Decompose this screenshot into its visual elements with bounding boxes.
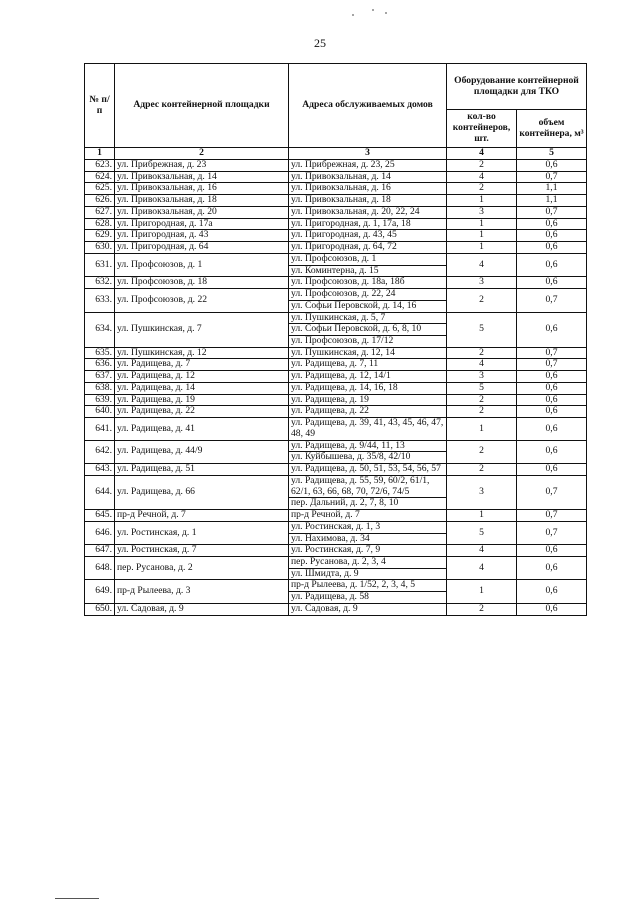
table-row (85, 359, 587, 371)
served-house-address: ул. Шмидта, д. 9 (289, 568, 447, 580)
table-row (85, 475, 587, 497)
container-volume: 0,6 (517, 580, 587, 603)
row-number: 643. (85, 464, 115, 476)
served-house-address: пр-д Рылеева, д. 1/52, 2, 3, 4, 5 (289, 580, 447, 592)
table-body (85, 148, 587, 616)
header-container-volume: объем контейнера, м³ (517, 110, 587, 148)
row-number: 634. (85, 312, 115, 347)
container-volume: 0,6 (517, 253, 587, 276)
container-volume: 0,6 (517, 371, 587, 383)
row-number: 625. (85, 183, 115, 195)
column-index: 1 (85, 148, 115, 160)
container-volume: 1,1 (517, 183, 587, 195)
served-house-address: пр-д Речной, д. 7 (289, 510, 447, 522)
container-count: 3 (447, 277, 517, 289)
table-row (85, 394, 587, 406)
table-row (85, 510, 587, 522)
container-count: 4 (447, 556, 517, 579)
table-row (85, 545, 587, 557)
container-volume: 0,6 (517, 545, 587, 557)
container-count: 1 (447, 230, 517, 242)
site-address: ул. Ростинская, д. 7 (115, 545, 289, 557)
site-address: ул. Радищева, д. 14 (115, 382, 289, 394)
site-address: ул. Пушкинская, д. 12 (115, 347, 289, 359)
served-house-address: ул. Привокзальная, д. 14 (289, 171, 447, 183)
row-number: 639. (85, 394, 115, 406)
row-number: 650. (85, 603, 115, 615)
container-volume: 0,7 (517, 289, 587, 312)
header-site-address: Адрес контейнерной площадки (115, 64, 289, 148)
site-address: ул. Радищева, д. 51 (115, 464, 289, 476)
container-count: 4 (447, 545, 517, 557)
container-volume: 0,7 (517, 521, 587, 544)
container-volume: 1,1 (517, 195, 587, 207)
served-house-address: ул. Радищева, д. 12, 14/1 (289, 371, 447, 383)
scan-speck (385, 12, 387, 14)
row-number: 640. (85, 406, 115, 418)
container-count: 2 (447, 347, 517, 359)
container-volume: 0,6 (517, 556, 587, 579)
container-count: 4 (447, 253, 517, 276)
row-number: 641. (85, 418, 115, 440)
row-number: 635. (85, 347, 115, 359)
row-number: 631. (85, 253, 115, 276)
served-house-address: ул. Радищева, д. 50, 51, 53, 54, 56, 57 (289, 464, 447, 476)
table-row (85, 603, 587, 615)
container-volume: 0,6 (517, 603, 587, 615)
site-address: ул. Ростинская, д. 1 (115, 521, 289, 544)
container-volume: 0,6 (517, 382, 587, 394)
container-count: 1 (447, 195, 517, 207)
container-count: 2 (447, 394, 517, 406)
container-count: 1 (447, 218, 517, 230)
served-house-address: ул. Коминтерна, д. 15 (289, 265, 447, 277)
container-count: 3 (447, 475, 517, 509)
container-sites-table (84, 63, 587, 616)
row-number: 646. (85, 521, 115, 544)
container-volume: 0,6 (517, 230, 587, 242)
table-row (85, 521, 587, 533)
row-number: 649. (85, 580, 115, 603)
table-row (85, 371, 587, 383)
served-house-address: ул. Привокзальная, д. 18 (289, 195, 447, 207)
container-count: 5 (447, 521, 517, 544)
column-index: 5 (517, 148, 587, 160)
site-address: ул. Прибрежная, д. 23 (115, 160, 289, 172)
container-volume: 0,6 (517, 418, 587, 440)
table-row (85, 195, 587, 207)
row-number: 647. (85, 545, 115, 557)
site-address: пер. Русанова, д. 2 (115, 556, 289, 579)
served-house-address: ул. Пригородная, д. 43, 45 (289, 230, 447, 242)
row-number: 644. (85, 475, 115, 509)
container-volume: 0,7 (517, 347, 587, 359)
container-count: 1 (447, 418, 517, 440)
row-number: 627. (85, 206, 115, 218)
table-row (85, 289, 587, 301)
container-volume: 0,7 (517, 359, 587, 371)
header-equipment: Оборудование контейнерной площадки для ТКО (447, 64, 587, 110)
scan-speck (352, 14, 354, 16)
site-address: ул. Профсоюзов, д. 18 (115, 277, 289, 289)
served-house-address: ул. Куйбышева, д. 35/8, 42/10 (289, 452, 447, 464)
row-number: 637. (85, 371, 115, 383)
served-house-address: ул. Профсоюзов, д. 22, 24 (289, 289, 447, 301)
table-row (85, 277, 587, 289)
site-address: ул. Пригородная, д. 17а (115, 218, 289, 230)
container-volume: 0,6 (517, 312, 587, 347)
served-house-address: ул. Пушкинская, д. 5, 7 (289, 312, 447, 324)
served-house-address: ул. Пригородная, д. 1, 17а, 18 (289, 218, 447, 230)
served-house-address: ул. Радищева, д. 9/44, 11, 13 (289, 440, 447, 452)
container-volume: 0,6 (517, 394, 587, 406)
table-row (85, 580, 587, 592)
served-house-address: ул. Профсоюзов, д. 17/12 (289, 336, 447, 348)
table-row (85, 312, 587, 324)
container-count: 4 (447, 171, 517, 183)
row-number: 632. (85, 277, 115, 289)
table-row (85, 171, 587, 183)
site-address: пр-д Рылеева, д. 3 (115, 580, 289, 603)
table-row (85, 556, 587, 568)
container-volume: 0,6 (517, 277, 587, 289)
row-number: 629. (85, 230, 115, 242)
served-house-address: ул. Ростинская, д. 7, 9 (289, 545, 447, 557)
served-house-address: ул. Нахимова, д. 34 (289, 533, 447, 545)
container-volume: 0,7 (517, 206, 587, 218)
table-row (85, 406, 587, 418)
served-house-address: ул. Пушкинская, д. 12, 14 (289, 347, 447, 359)
served-house-address: ул. Садовая, д. 9 (289, 603, 447, 615)
container-volume: 0,6 (517, 242, 587, 254)
row-number: 638. (85, 382, 115, 394)
header-number: № п/п (85, 64, 115, 148)
served-house-address: ул. Радищева, д. 7, 11 (289, 359, 447, 371)
served-house-address: ул. Радищева, д. 14, 16, 18 (289, 382, 447, 394)
served-house-address: ул. Профсоюзов, д. 1 (289, 253, 447, 265)
site-address: ул. Радищева, д. 19 (115, 394, 289, 406)
container-count: 2 (447, 289, 517, 312)
served-house-address: ул. Радищева, д. 19 (289, 394, 447, 406)
table-row (85, 347, 587, 359)
container-volume: 0,6 (517, 160, 587, 172)
container-count: 1 (447, 580, 517, 603)
container-volume: 0,7 (517, 171, 587, 183)
site-address: ул. Привокзальная, д. 20 (115, 206, 289, 218)
container-count: 2 (447, 406, 517, 418)
served-house-address: ул. Радищева, д. 58 (289, 592, 447, 604)
site-address: ул. Пригородная, д. 43 (115, 230, 289, 242)
table-row (85, 440, 587, 452)
container-count: 5 (447, 382, 517, 394)
table-row (85, 242, 587, 254)
container-count: 2 (447, 440, 517, 463)
container-count: 2 (447, 183, 517, 195)
served-house-address: ул. Радищева, д. 22 (289, 406, 447, 418)
container-volume: 0,6 (517, 406, 587, 418)
table-row (85, 183, 587, 195)
table-row (85, 206, 587, 218)
table-row (85, 418, 587, 440)
container-count: 1 (447, 510, 517, 522)
row-number: 633. (85, 289, 115, 312)
site-address: ул. Радищева, д. 44/9 (115, 440, 289, 463)
column-index-row (85, 148, 587, 160)
site-address: ул. Привокзальная, д. 18 (115, 195, 289, 207)
header-served-houses: Адреса обслуживаемых домов (289, 64, 447, 148)
site-address: ул. Привокзальная, д. 14 (115, 171, 289, 183)
row-number: 623. (85, 160, 115, 172)
served-house-address: ул. Привокзальная, д. 20, 22, 24 (289, 206, 447, 218)
container-volume: 0,7 (517, 510, 587, 522)
page-number: 25 (314, 36, 326, 50)
site-address: ул. Радищева, д. 41 (115, 418, 289, 440)
site-address: ул. Садовая, д. 9 (115, 603, 289, 615)
site-address: ул. Привокзальная, д. 16 (115, 183, 289, 195)
column-index: 4 (447, 148, 517, 160)
row-number: 630. (85, 242, 115, 254)
header-container-count: кол-во контейнеров, шт. (447, 110, 517, 148)
row-number: 648. (85, 556, 115, 579)
row-number: 645. (85, 510, 115, 522)
served-house-address: ул. Ростинская, д. 1, 3 (289, 521, 447, 533)
container-count: 1 (447, 242, 517, 254)
site-address: ул. Радищева, д. 12 (115, 371, 289, 383)
site-address: ул. Профсоюзов, д. 22 (115, 289, 289, 312)
site-address: ул. Радищева, д. 7 (115, 359, 289, 371)
container-count: 2 (447, 603, 517, 615)
site-address: пр-д Речной, д. 7 (115, 510, 289, 522)
site-address: ул. Пригородная, д. 64 (115, 242, 289, 254)
container-volume: 0,6 (517, 464, 587, 476)
row-number: 636. (85, 359, 115, 371)
served-house-address: ул. Радищева, д. 39, 41, 43, 45, 46, 47, 48, 49 (289, 418, 447, 440)
table-row (85, 382, 587, 394)
table-row (85, 253, 587, 265)
container-count: 2 (447, 160, 517, 172)
served-house-address: ул. Пригородная, д. 64, 72 (289, 242, 447, 254)
site-address: ул. Пушкинская, д. 7 (115, 312, 289, 347)
container-volume: 0,6 (517, 440, 587, 463)
table-row (85, 160, 587, 172)
container-count: 5 (447, 312, 517, 347)
container-count: 4 (447, 359, 517, 371)
footer-rule (55, 898, 99, 899)
served-house-address: пер. Дальний, д. 2, 7, 8, 10 (289, 498, 447, 510)
table-row (85, 464, 587, 476)
served-house-address: ул. Привокзальная, д. 16 (289, 183, 447, 195)
container-count: 2 (447, 464, 517, 476)
container-volume: 0,6 (517, 218, 587, 230)
row-number: 642. (85, 440, 115, 463)
row-number: 626. (85, 195, 115, 207)
scan-speck (372, 9, 374, 11)
site-address: ул. Радищева, д. 22 (115, 406, 289, 418)
site-address: ул. Радищева, д. 66 (115, 475, 289, 509)
table-row (85, 230, 587, 242)
served-house-address: ул. Софьи Перовской, д. 14, 16 (289, 300, 447, 312)
served-house-address: ул. Прибрежная, д. 23, 25 (289, 160, 447, 172)
container-volume: 0,7 (517, 475, 587, 509)
served-house-address: пер. Русанова, д. 2, 3, 4 (289, 556, 447, 568)
row-number: 628. (85, 218, 115, 230)
column-index: 3 (289, 148, 447, 160)
row-number: 624. (85, 171, 115, 183)
column-index: 2 (115, 148, 289, 160)
served-house-address: ул. Софьи Перовской, д. 6, 8, 10 (289, 324, 447, 336)
site-address: ул. Профсоюзов, д. 1 (115, 253, 289, 276)
served-house-address: ул. Профсоюзов, д. 18а, 18б (289, 277, 447, 289)
served-house-address: ул. Радищева, д. 55, 59, 60/2, 61/1, 62/1, 63, 66, 68, 70, 72/6, 74/5 (289, 475, 447, 497)
container-count: 3 (447, 206, 517, 218)
table-row (85, 218, 587, 230)
container-count: 3 (447, 371, 517, 383)
